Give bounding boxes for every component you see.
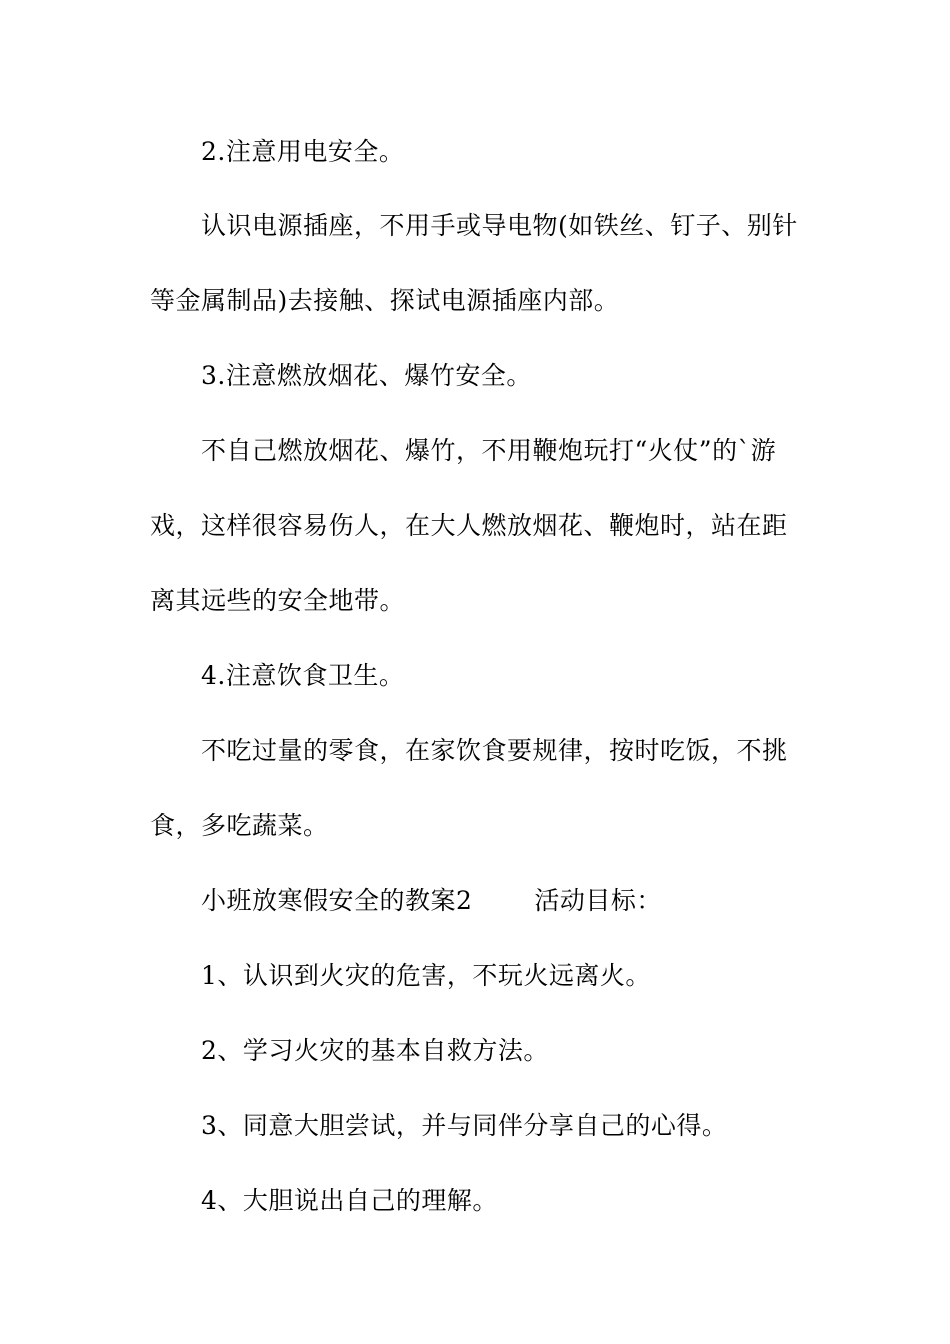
paragraph-line: 认识电源插座，不用手或导电物(如铁丝、钉子、别针 [201, 211, 798, 240]
paragraph-line: 戏，这样很容易伤人，在大人燃放烟花、鞭炮时，站在距 [150, 511, 788, 540]
section-heading-electric-safety: 2.注意用电安全。 [201, 137, 405, 166]
paragraph-line: 食，多吃蔬菜。 [150, 811, 329, 840]
goal-item: 1、认识到火灾的危害，不玩火远离火。 [201, 961, 651, 990]
goal-item: 2、学习火灾的基本自救方法。 [201, 1036, 549, 1065]
section-heading-fireworks-safety: 3.注意燃放烟花、爆竹安全。 [201, 361, 532, 390]
activity-goals-label: 活动目标： [534, 886, 662, 915]
lesson-plan-title-line [201, 884, 861, 918]
goal-item: 4、大胆说出自己的理解。 [201, 1186, 498, 1215]
paragraph-line: 等金属制品)去接触、探试电源插座内部。 [150, 286, 620, 315]
section-heading-food-hygiene: 4.注意饮食卫生。 [201, 661, 405, 690]
paragraph-line: 不自己燃放烟花、爆竹，不用鞭炮玩打“火仗”的`游 [201, 436, 777, 465]
paragraph-line: 不吃过量的零食，在家饮食要规律，按时吃饭，不挑 [201, 736, 788, 765]
goal-item: 3、同意大胆尝试，并与同伴分享自己的心得。 [201, 1111, 728, 1140]
paragraph-line: 离其远些的安全地带。 [150, 586, 406, 615]
lesson-plan-title: 小班放寒假安全的教案2 [201, 886, 473, 915]
